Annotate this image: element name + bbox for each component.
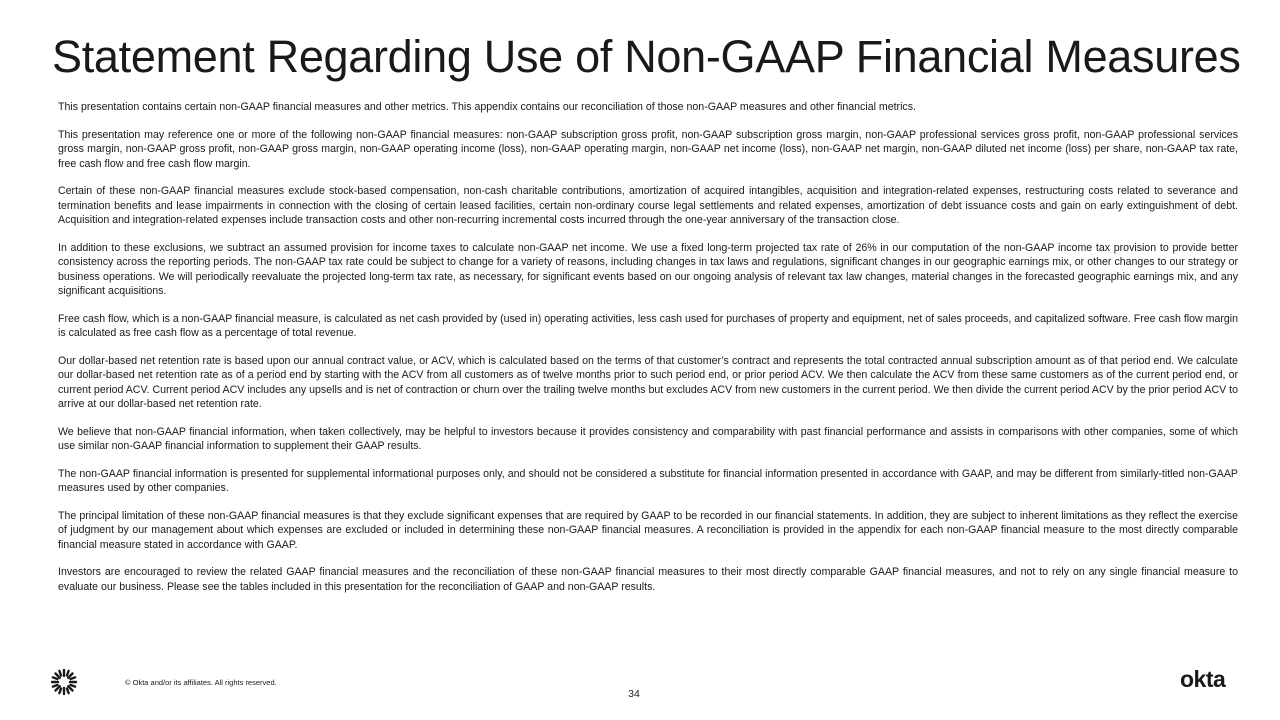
paragraph-intro: This presentation contains certain non-GAAP financial measures and other metrics. This appendix contains our reconciliation of those non-GAAP measures and other financial metrics. [58,101,916,113]
paragraph-investor-benefit: We believe that non-GAAP financial information, when taken collectively, may be helpful to investors because it provides consistency and comparability with past financial performance and assists in comparisons with other companies, some of which use similar non-GAAP financial information to supplement their GAAP results. [58,425,1238,452]
okta-burst-icon [50,668,78,696]
paragraph-exclusions: Certain of these non-GAAP financial measures exclude stock-based compensation, non-cash charitable contributions, amortization of acquired intangibles, acquisition and integration-related expenses, restructuring costs related to severance and termination benefits and lease impairments in connection with the closing of certain leased facilities, certain non-ordinary course legal settlements and related expenses, amortization of debt issuance costs and gain on early extinguishment of debt. Acquisition and integration-related expenses include transaction costs and other non-recurring incremental costs incurred through the one-year anniversary of the transaction close. [58,185,1238,226]
body-text [58,100,1238,607]
page-number: 34 [628,688,640,700]
page-title: Statement Regarding Use of Non-GAAP Financial Measures [52,31,1241,82]
paragraph-measures-list: This presentation may reference one or more of the following non-GAAP financial measures: non-GAAP subscription gross profit, non-GAAP subscription gross margin, non-GAAP professional services gross profit, non-GAAP professional services gross margin, non-GAAP gross profit, non-GAAP gross margin, non-GAAP operating income (loss), non-GAAP operating margin, non-GAAP net income (loss), non-GAAP net margin, non-GAAP diluted net income (loss) per share, non-GAAP tax rate, free cash flow and free cash flow margin. [58,128,1238,170]
paragraph-supplemental: The non-GAAP financial information is presented for supplemental informational purposes only, and should not be considered a substitute for financial information presented in accordance with GAAP, and may be different from similarly-titled non-GAAP measures used by other companies. [58,467,1238,494]
paragraph-tax-rate: In addition to these exclusions, we subtract an assumed provision for income taxes to calculate non-GAAP net income. We use a fixed long-term projected tax rate of 26% in our computation of the non-GAAP income tax provision to provide better consistency across the reporting periods. The non-GAAP tax rate could be subject to change for a variety of reasons, including changes in tax laws and regulations, significant changes in our geographic earnings mix, or other changes to our strategy or business operations. We will periodically reevaluate the projected long-term tax rate, as necessary, for significant events based on our ongoing analysis of relevant tax law changes, material changes in the forecasted geographic earnings mix, and any significant acquisitions. [58,241,1238,297]
okta-logo: okta [1180,666,1226,692]
copyright-notice: © Okta and/or its affiliates. All rights reserved. [125,678,277,687]
paragraph-encouragement: Investors are encouraged to review the related GAAP financial measures and the reconciliation of these non-GAAP financial measures to their most directly comparable GAAP financial measures, and not to rely on any single financial measure to evaluate our business. Please see the tables included in this presentation for the reconciliation of GAAP and non-GAAP results. [58,566,1238,593]
paragraph-net-retention: Our dollar-based net retention rate is based upon our annual contract value, or ACV, which is calculated based on the terms of that customer’s contract and represents the total contracted annual subscription amount as of that period end. We calculate our dollar-based net retention rate as of a period end by starting with the ACV from all customers as of twelve months prior to such period end, or prior period ACV. We then calculate the ACV from these same customers as of the current period end, or current period ACV. Current period ACV includes any upsells and is net of contraction or churn over the trailing twelve months but excludes ACV from new customers in the current period. We then divide the current period ACV by the prior period ACV to arrive at our dollar-based net retention rate. [58,354,1238,410]
paragraph-limitations: The principal limitation of these non-GAAP financial measures is that they exclude significant expenses that are required by GAAP to be recorded in our financial statements. In addition, they are subject to inherent limitations as they reflect the exercise of judgment by our management about which expenses are excluded or included in determining these non-GAAP financial measures. A reconciliation is provided in the appendix for each non-GAAP financial measure to the most directly comparable financial measure stated in accordance with GAAP. [58,509,1238,551]
paragraph-free-cash-flow: Free cash flow, which is a non-GAAP financial measure, is calculated as net cash provided by (used in) operating activities, less cash used for purchases of property and equipment, net of sales proceeds, and capitalized software. Free cash flow margin is calculated as free cash flow as a percentage of total revenue. [58,312,1238,339]
